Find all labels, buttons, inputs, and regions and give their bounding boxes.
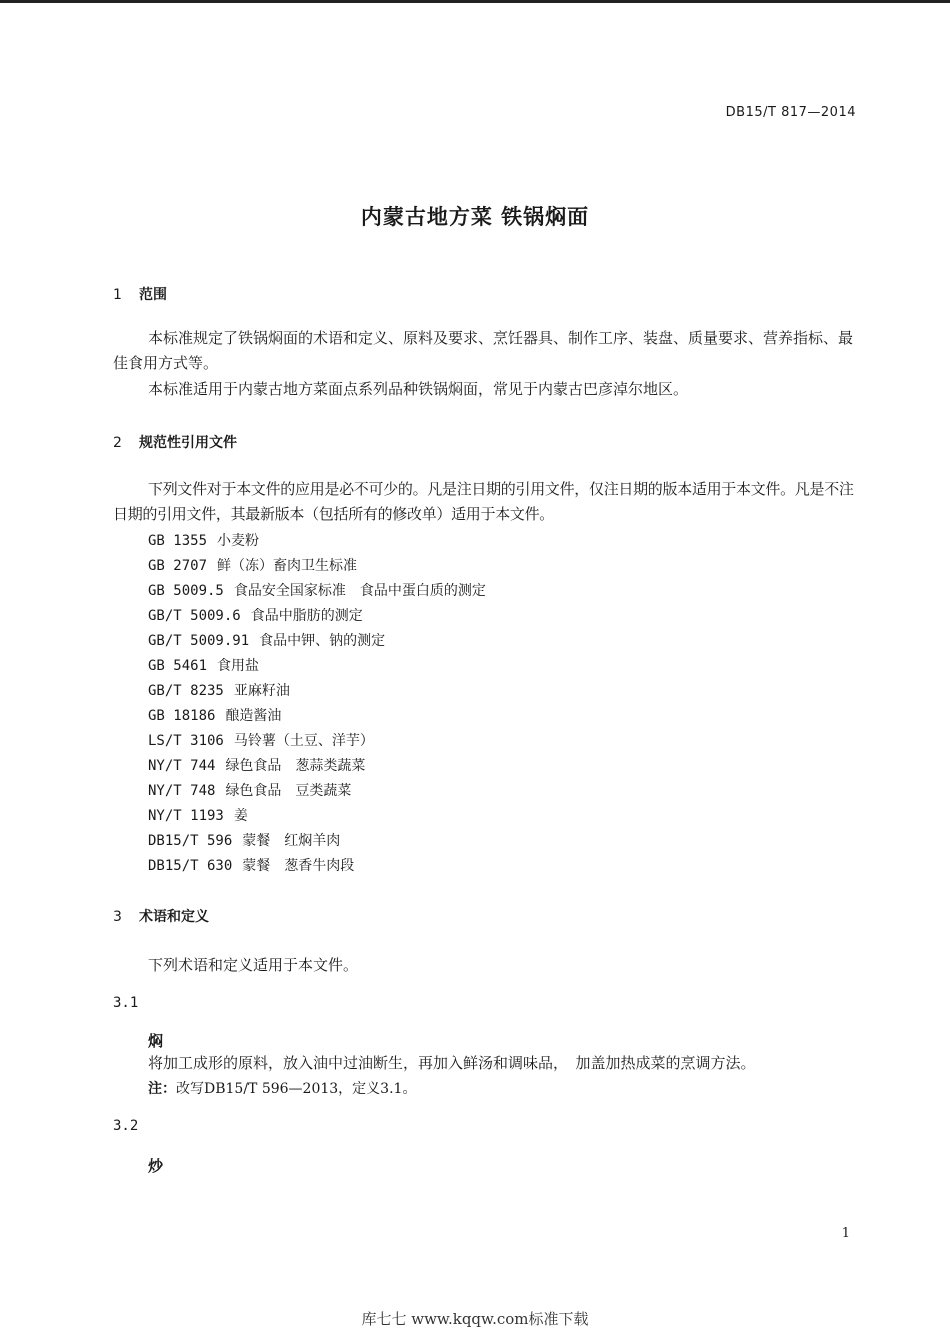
reference-item	[148, 704, 486, 729]
reference-name: 食品安全国家标准 食品中蛋白质的测定	[233, 583, 486, 599]
reference-item	[148, 579, 486, 604]
reference-code: GB 5461	[148, 658, 208, 674]
reference-item	[148, 679, 486, 704]
reference-item	[148, 779, 486, 804]
scope-paragraph-2: 本标准适用于内蒙古地方菜面点系列品种铁锅焖面，常见于内蒙古巴彦淖尔地区。	[148, 380, 689, 398]
reference-name: 蒙餐 葱香牛肉段	[242, 858, 355, 874]
section-number: 1	[113, 287, 122, 303]
reference-code: GB 18186	[148, 708, 216, 724]
section-title: 规范性引用文件	[139, 435, 237, 451]
reference-name: 鲜（冻）畜肉卫生标准	[217, 558, 358, 574]
reference-item	[148, 829, 486, 854]
reference-code: GB 5009.5	[148, 583, 224, 599]
reference-name: 食品中脂肪的测定	[250, 608, 363, 624]
document-code: DB15/T 817—2014	[725, 105, 856, 120]
section-3-heading	[113, 906, 209, 926]
scope-paragraph-1: 本标准规定了铁锅焖面的术语和定义、原料及要求、烹饪器具、制作工序、装盘、质量要求、营养指标、最佳食用方式等。	[113, 329, 854, 372]
download-footer: 库七七 www.kqqw.com标准下载	[361, 1310, 589, 1328]
reference-name: 亚麻籽油	[233, 683, 290, 699]
reference-code: NY/T 1193	[148, 808, 224, 824]
reference-item	[148, 529, 486, 554]
section-title: 范围	[139, 287, 167, 303]
reference-code: GB/T 5009.91	[148, 633, 250, 649]
reference-item	[148, 729, 486, 754]
term-definition: 将加工成形的原料，放入油中过油断生，再加入鲜汤和调味品， 加盖加热成菜的烹调方法。	[148, 1054, 756, 1072]
reference-code: DB15/T 596	[148, 833, 233, 849]
reference-name: 绿色食品 葱蒜类蔬菜	[225, 758, 366, 774]
section-1-heading	[113, 284, 167, 304]
term-stew: 焖	[148, 1032, 164, 1050]
reference-name: 蒙餐 红焖羊肉	[242, 833, 341, 849]
note-text: 改写DB15/T 596—2013，定义3.1。	[176, 1081, 417, 1097]
reference-name: 食品中钾、钠的测定	[259, 633, 386, 649]
page-title: 内蒙古地方菜 铁锅焖面	[360, 205, 590, 229]
reference-code: GB 2707	[148, 558, 208, 574]
reference-name: 绿色食品 豆类蔬菜	[225, 783, 352, 799]
note-prefix: 注：	[148, 1081, 176, 1097]
reference-item	[148, 554, 486, 579]
reference-code: LS/T 3106	[148, 733, 224, 749]
reference-code: NY/T 744	[148, 758, 216, 774]
reference-item	[148, 604, 486, 629]
reference-name: 食用盐	[217, 658, 260, 674]
reference-item	[148, 654, 486, 679]
clause-number-3-2: 3.2	[113, 1118, 139, 1134]
reference-code: GB/T 5009.6	[148, 608, 241, 624]
reference-code: GB 1355	[148, 533, 208, 549]
section-number: 3	[113, 909, 122, 925]
reference-code: DB15/T 630	[148, 858, 233, 874]
reference-item	[148, 754, 486, 779]
clause-number-3-1: 3.1	[113, 995, 139, 1011]
reference-item	[148, 804, 486, 829]
reference-name: 小麦粉	[217, 533, 260, 549]
terms-intro: 下列术语和定义适用于本文件。	[148, 956, 359, 974]
term-note	[148, 1078, 416, 1098]
reference-name: 姜	[233, 808, 248, 824]
reference-name: 马铃薯（土豆、洋芋）	[233, 733, 374, 749]
page-number: 1	[841, 1226, 850, 1241]
reference-item	[148, 629, 486, 654]
top-border-line	[0, 0, 950, 3]
term-stir-fry: 炒	[148, 1157, 164, 1175]
section-2-heading	[113, 432, 237, 452]
section-number: 2	[113, 435, 122, 451]
references-intro: 下列文件对于本文件的应用是必不可少的。凡是注日期的引用文件，仅注日期的版本适用于本文件。凡是不注日期的引用文件，其最新版本（包括所有的修改单）适用于本文件。	[113, 480, 854, 523]
reference-code: GB/T 8235	[148, 683, 224, 699]
reference-code: NY/T 748	[148, 783, 216, 799]
reference-list	[148, 529, 486, 879]
reference-name: 酿造酱油	[225, 708, 282, 724]
reference-item	[148, 854, 486, 879]
section-title: 术语和定义	[139, 909, 209, 925]
